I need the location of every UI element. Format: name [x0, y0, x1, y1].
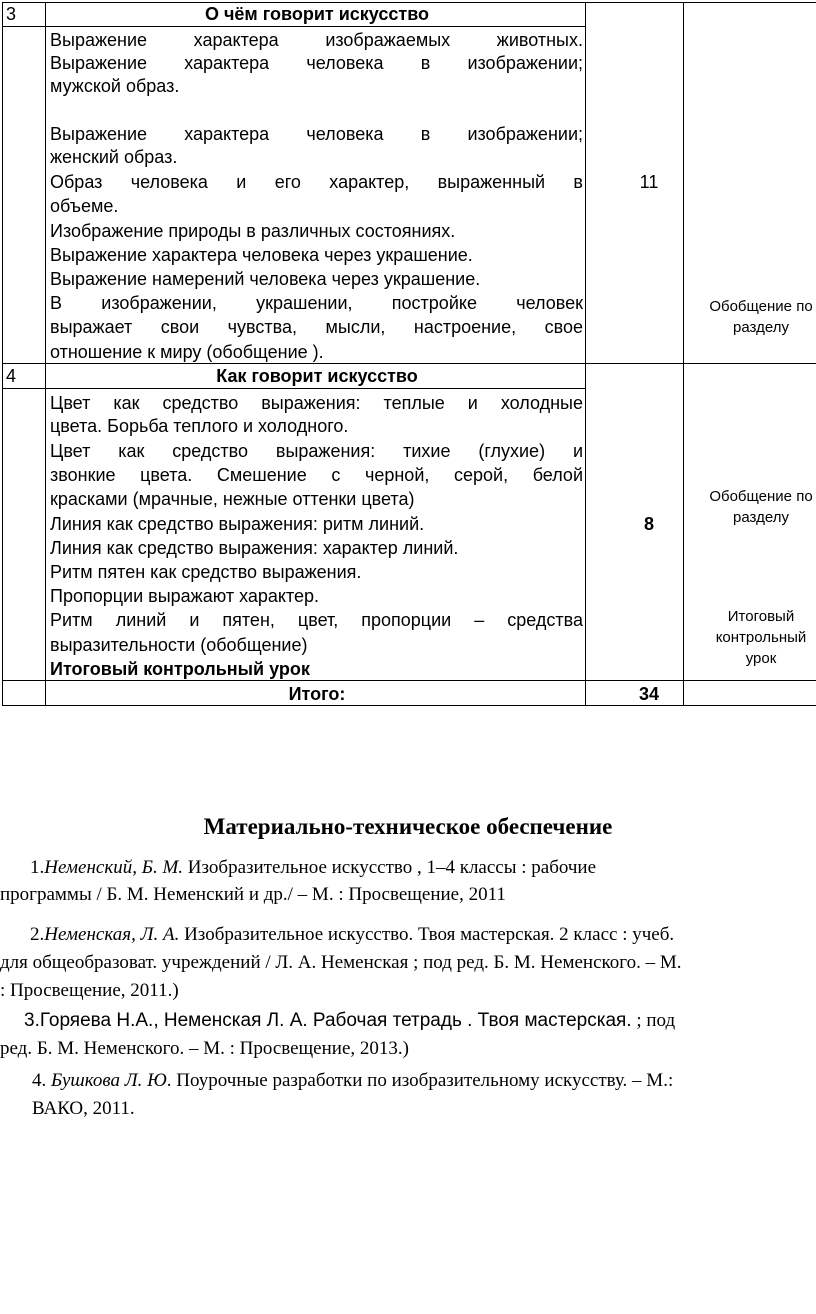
reference-number: 2.: [30, 924, 45, 945]
section-note: Обобщение по: [709, 488, 813, 505]
reference-line: [0, 1036, 816, 1061]
reference-line: [0, 882, 816, 907]
reference-text: . Поурочные разработки по изобразительному искусству. – М.:: [166, 1070, 674, 1091]
topic-line: Линия как средство выражения: характер линий.: [50, 538, 459, 558]
topic-line: Выражение характера человека в изображении;: [50, 124, 583, 144]
total-value: 34: [638, 684, 660, 704]
topic-line: Выражение характера изображаемых животных.: [50, 30, 583, 50]
reference-author: Горяева Н.А., Неменская Л. А. Рабочая тетрадь . Твоя мастерская.: [39, 1010, 632, 1031]
reference-text: ред. Б. М. Неменского. – М. : Просвещение, 2013.): [0, 1038, 409, 1059]
topic-line: мужской образ.: [50, 76, 180, 96]
materials-heading: Материально-техническое обеспечение: [203, 814, 613, 839]
topic-line: красками (мрачные, нежные оттенки цвета): [50, 489, 415, 509]
topic-line: Цвет как средство выражения: теплые и холодные: [50, 393, 583, 413]
table-column-divider: [683, 2, 684, 706]
topic-line: отношение к миру (обобщение ).: [50, 342, 324, 362]
reference-text: для общеобразоват. учреждений / Л. А. Неменская ; под ред. Б. М. Неменского. – М.: [0, 952, 682, 973]
reference-number: 1.: [30, 857, 45, 878]
table-border-left: [2, 2, 3, 706]
final-note: урок: [745, 650, 777, 667]
reference-number: 4.: [32, 1070, 51, 1091]
section-note: Обобщение по: [709, 298, 813, 315]
reference-line: [0, 855, 816, 880]
topic-line: Цвет как средство выражения: тихие (глухие) и: [50, 441, 583, 461]
topic-line: объеме.: [50, 196, 119, 216]
reference-author: Бушкова Л. Ю: [51, 1070, 167, 1091]
reference-text: Изобразительное искусство. Твоя мастерская. 2 класс : учеб.: [179, 924, 675, 945]
topic-line: Образ человека и его характер, выраженный в: [50, 172, 583, 192]
reference-number: 3.: [24, 1010, 40, 1031]
topic-line: Пропорции выражают характер.: [50, 586, 320, 606]
total-label: Итого:: [288, 684, 346, 704]
section-number: 4: [6, 366, 17, 386]
reference-author: Неменский, Б. М.: [44, 857, 184, 878]
reference-text: Изобразительное искусство , 1–4 классы : рабочие: [183, 857, 597, 878]
section-number: 3: [6, 4, 17, 24]
reference-line: [0, 1068, 816, 1093]
reference-text: программы / Б. М. Неменский и др./ – М. : Просвещение, 2011: [0, 884, 506, 905]
section-hours: 11: [639, 172, 659, 192]
reference-line: [0, 950, 816, 975]
topic-line: Выражение характера человека в изображении;: [50, 53, 583, 73]
topic-line: выразительности (обобщение): [50, 635, 308, 655]
topic-line: Выражение характера человека через украшение.: [50, 245, 473, 265]
topic-line: Ритм пятен как средство выражения.: [50, 562, 362, 582]
final-note: контрольный: [715, 629, 807, 646]
final-note: Итоговый: [727, 608, 795, 625]
reference-line: [0, 1096, 816, 1121]
reference-line: [0, 1008, 816, 1033]
section-title: Как говорит искусство: [216, 366, 418, 386]
table-column-divider: [45, 2, 46, 706]
table-column-divider: [585, 2, 586, 706]
reference-line: [0, 922, 816, 947]
topic-line: выражает свои чувства, мысли, настроение, свое: [50, 317, 583, 337]
topic-line: звонкие цвета. Смешение с черной, серой, белой: [50, 465, 583, 485]
topic-line: цвета. Борьба теплого и холодного.: [50, 416, 349, 436]
reference-text: : Просвещение, 2011.): [0, 980, 179, 1001]
reference-line: [0, 978, 816, 1003]
topic-line: Выражение намерений человека через украшение.: [50, 269, 481, 289]
topic-line: В изображении, украшении, постройке человек: [50, 293, 583, 313]
table-row-divider: [2, 26, 585, 27]
reference-author: Неменская, Л. А.: [44, 924, 180, 945]
section-title: О чём говорит искусство: [204, 4, 430, 24]
topic-line: Ритм линий и пятен, цвет, пропорции – средства: [50, 610, 583, 630]
section-note: разделу: [733, 319, 789, 336]
topic-line: Изображение природы в различных состояниях.: [50, 221, 456, 241]
section-note: разделу: [733, 509, 789, 526]
thematic-plan-table: [2, 2, 816, 706]
final-lesson-line: Итоговый контрольный урок: [50, 659, 310, 679]
topic-line: Линия как средство выражения: ритм линий.: [50, 514, 425, 534]
section-hours: 8: [643, 514, 654, 534]
table-row-divider: [2, 388, 585, 389]
reference-text: ВАКО, 2011.: [32, 1098, 135, 1119]
topic-line: женский образ.: [50, 147, 178, 167]
reference-text: ; под: [631, 1010, 676, 1031]
